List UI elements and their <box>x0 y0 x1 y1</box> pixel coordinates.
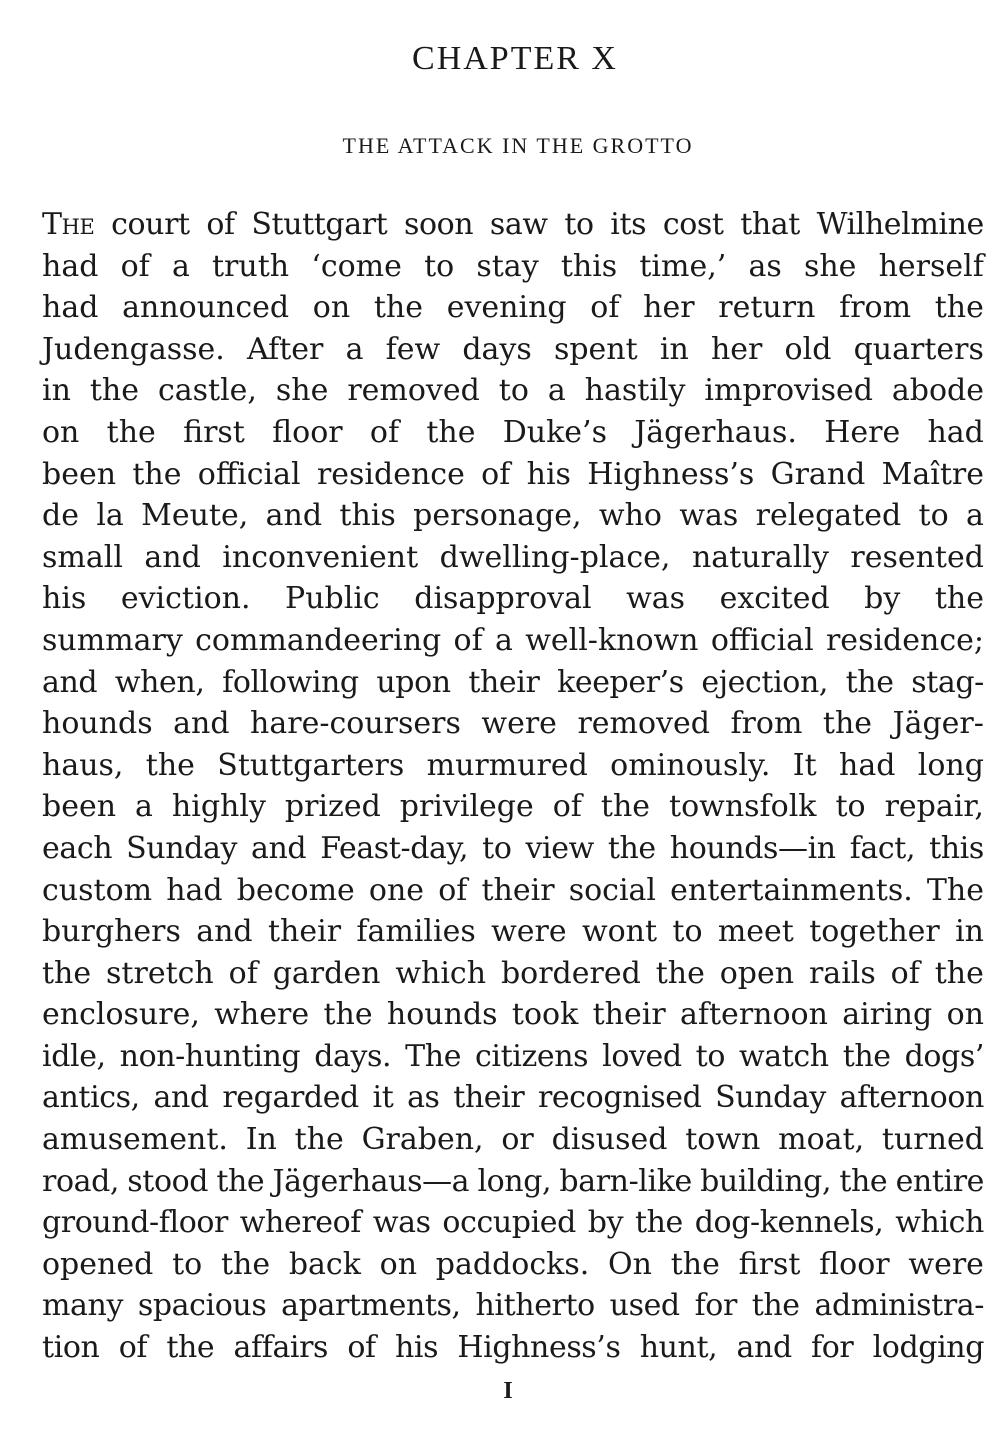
text-line: the stretch of garden which bordered the open rails of the <box>42 955 984 991</box>
text-line: custom had become one of their social entertainments. The <box>42 872 984 908</box>
text-line: been a highly prized privilege of the townsfolk to repair, <box>42 789 984 825</box>
text-line: had of a truth ‘come to stay this time,’ as she herself <box>42 248 984 284</box>
text-line: and when, following upon their keeper’s ejection, the stag- <box>42 664 984 700</box>
text-line: on the first floor of the Duke’s Jägerhaus. Here had <box>42 414 984 450</box>
text-line: small and inconvenient dwelling-place, naturally resented <box>42 539 984 575</box>
text-line: amusement. In the Graben, or disused town moat, turned <box>42 1122 984 1158</box>
text-line: road, stood the Jägerhaus—a long, barn-like building, the entire <box>42 1163 984 1199</box>
chapter-subtitle: THE ATTACK IN THE GROTTO <box>342 133 694 158</box>
text-line: antics, and regarded it as their recognised Sunday afternoon <box>42 1080 984 1116</box>
text-line: in the castle, she removed to a hastily improvised abode <box>42 373 984 409</box>
text-line: enclosure, where the hounds took their afternoon airing on <box>42 997 984 1033</box>
text-line: tion of the affairs of his Highness’s hunt, and for lodging <box>42 1330 984 1366</box>
text-line: idle, non-hunting days. The citizens loved to watch the dogs’ <box>42 1038 984 1074</box>
page-number: I <box>503 1378 513 1404</box>
text-line: many spacious apartments, hitherto used for the administra- <box>42 1288 984 1324</box>
text-line: de la Meute, and this personage, who was relegated to a <box>42 498 984 534</box>
text-line: burghers and their families were wont to meet together in <box>42 914 984 950</box>
text-line: summary commandeering of a well-known official residence; <box>42 622 984 658</box>
chapter-heading: CHAPTER X <box>412 40 618 77</box>
text-line: opened to the back on paddocks. On the first floor were <box>42 1246 984 1282</box>
text-line: hounds and hare-coursers were removed from the Jäger- <box>42 706 984 742</box>
text-line: Judengasse. After a few days spent in her old quarters <box>42 331 984 367</box>
text-line: ground-floor whereof was occupied by the dog-kennels, which <box>42 1205 984 1241</box>
text-line: haus, the Stuttgarters murmured ominously. It had long <box>42 747 984 783</box>
text-line: had announced on the evening of her return from the <box>42 290 984 326</box>
body-text <box>42 204 984 1369</box>
text-line: been the official residence of his Highness’s Grand Maître <box>42 456 984 492</box>
text-line: each Sunday and Feast-day, to view the hounds—in fact, this <box>42 830 984 866</box>
text-line: The court of Stuttgart soon saw to its cost that Wilhelmine <box>42 207 984 242</box>
text-line: his eviction. Public disapproval was excited by the <box>42 581 984 617</box>
